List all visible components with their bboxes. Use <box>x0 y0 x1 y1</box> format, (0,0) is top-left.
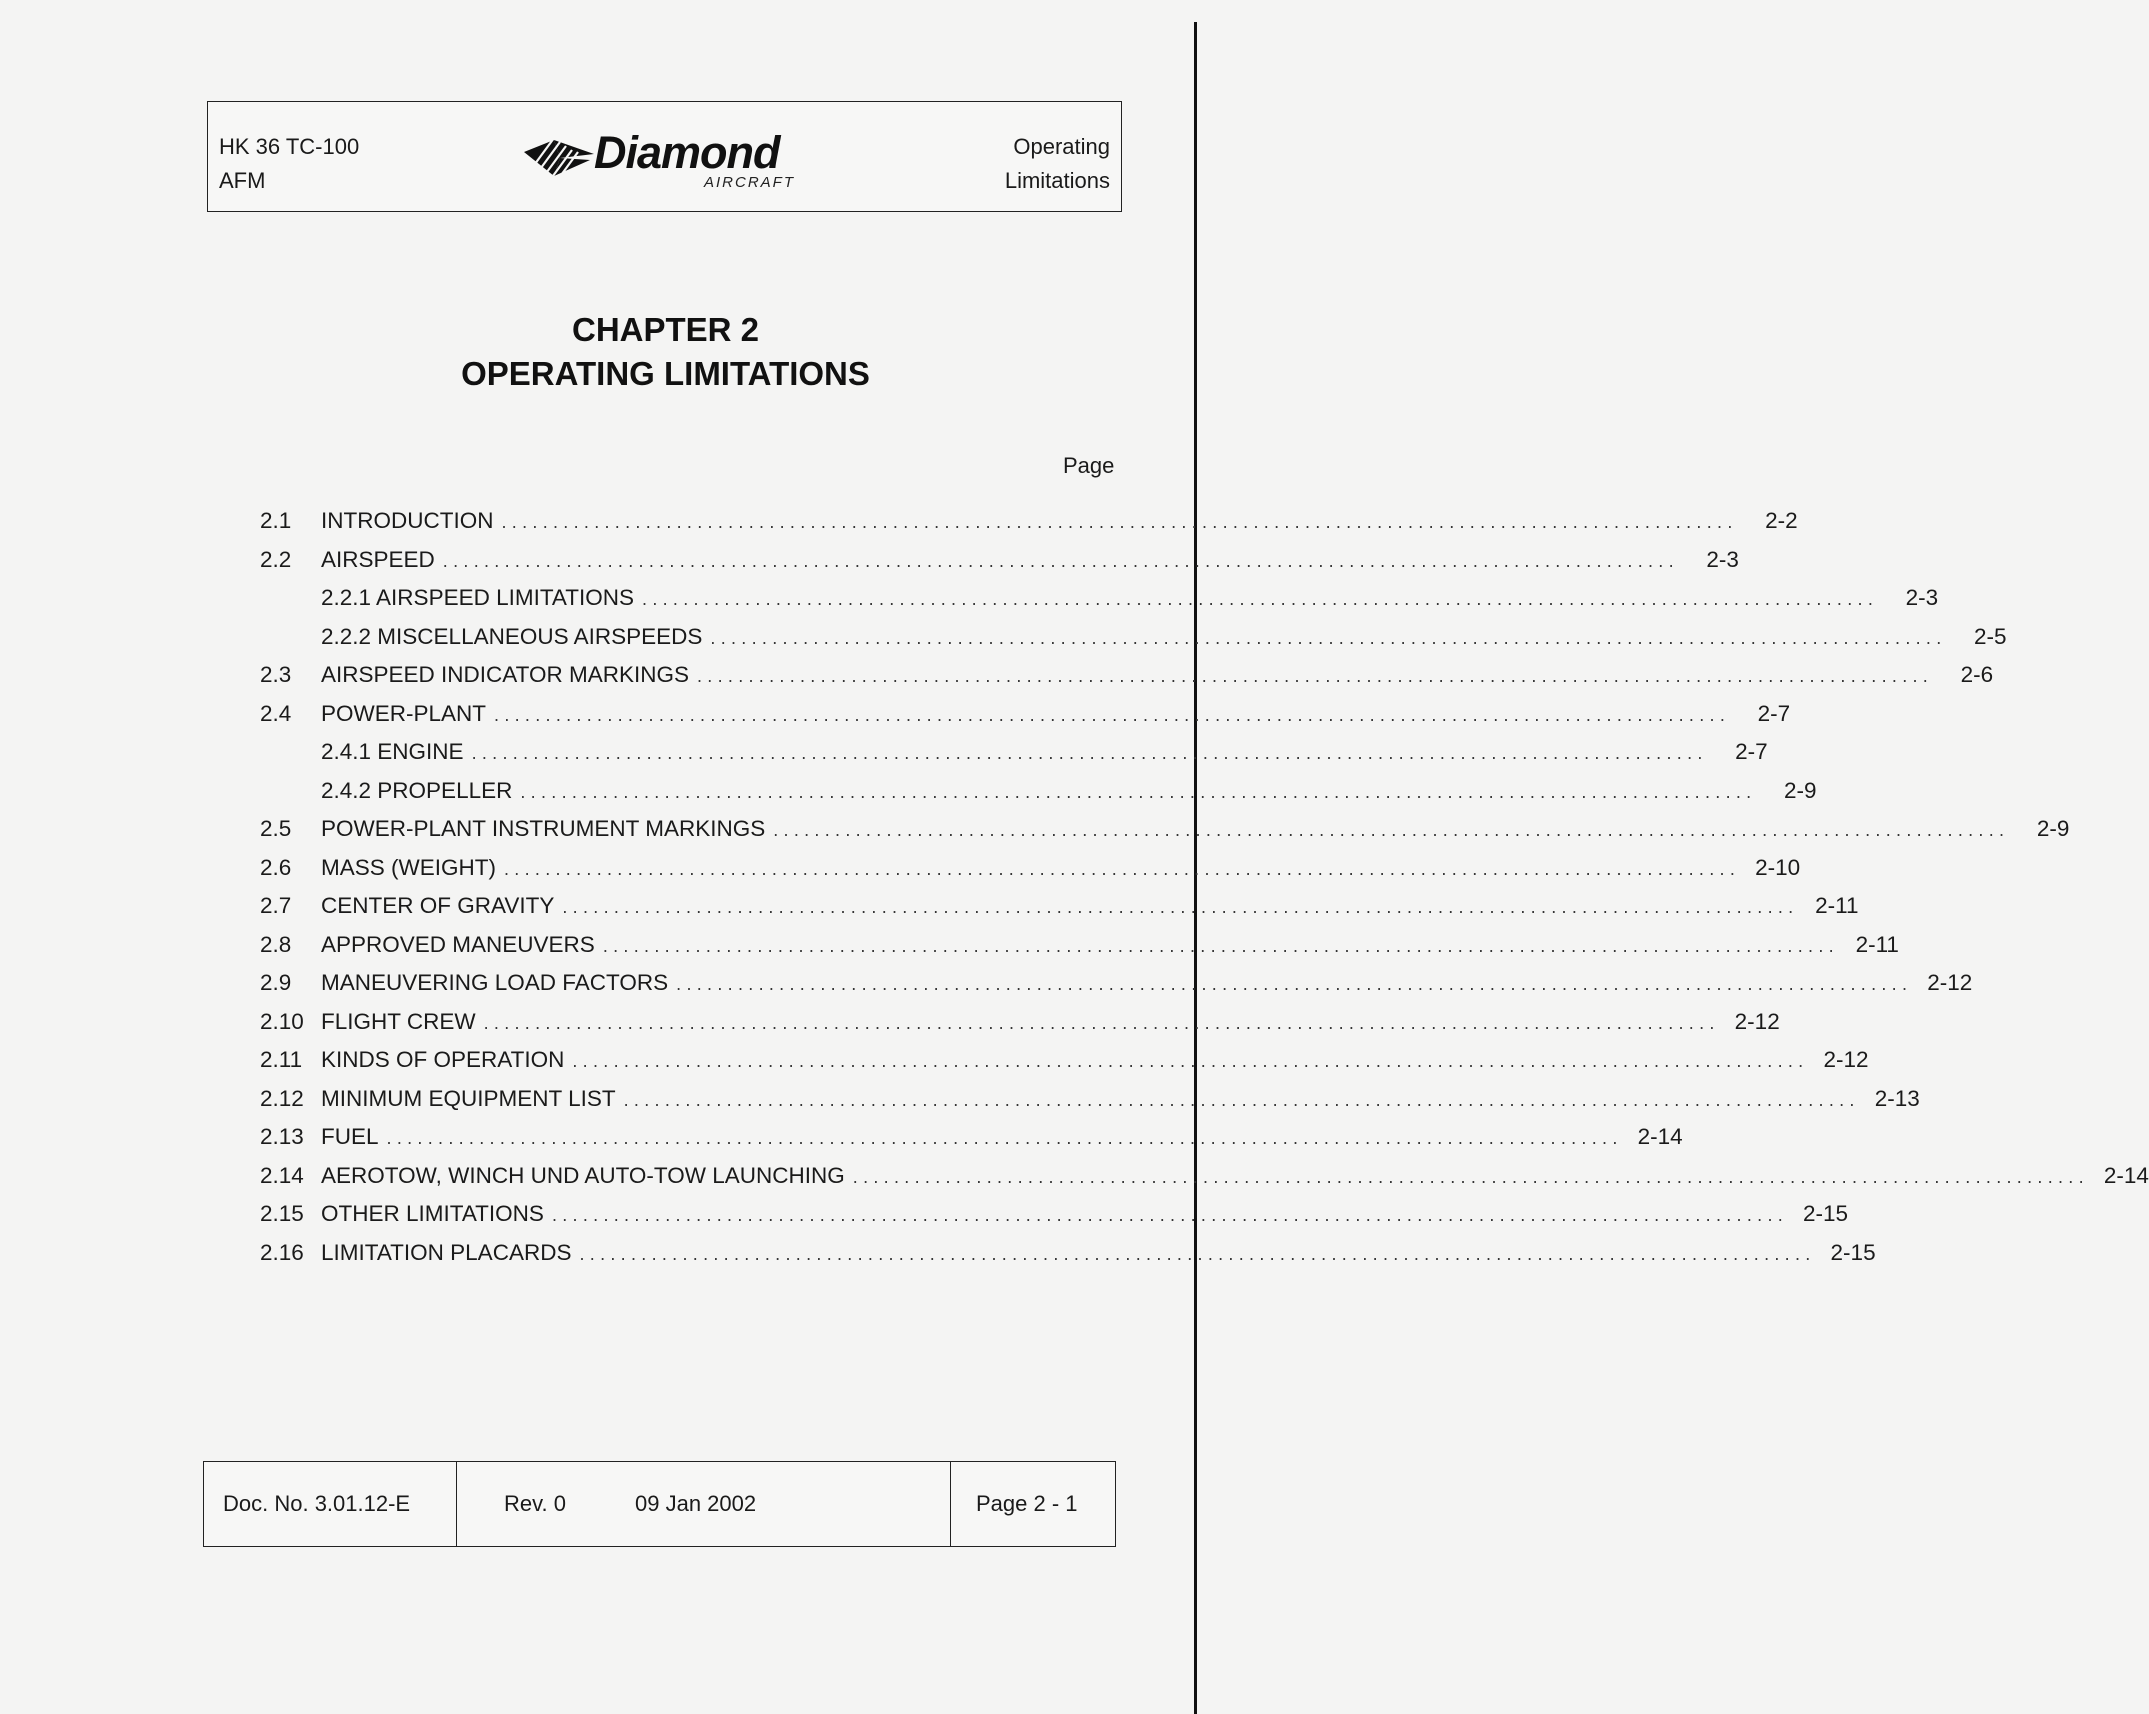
toc-entry-title: APPROVED MANEUVERS <box>321 931 595 957</box>
diamond-logo <box>524 128 814 194</box>
toc-entry-title: INTRODUCTION <box>321 508 494 533</box>
toc-entry-number: 2.9 <box>260 970 292 995</box>
logo-wordmark: Diamond <box>594 127 780 178</box>
toc-entry-number: 2.7 <box>260 893 292 918</box>
page-column-label: Page <box>1063 453 1115 478</box>
toc-entry-title: AEROTOW, WINCH UND AUTO-TOW LAUNCHING <box>321 1162 845 1188</box>
toc-entry-number: 2.4 <box>260 700 292 726</box>
header-left <box>219 130 359 198</box>
toc-entry-title: 2.4.2 PROPELLER <box>321 777 513 803</box>
toc-entry-title: AIRSPEED INDICATOR MARKINGS <box>321 662 689 687</box>
toc-leader-dots: ........................................................................................................................ <box>642 589 1879 609</box>
toc-entry-title: 2.2.1 AIRSPEED LIMITATIONS <box>321 585 635 610</box>
toc-entry <box>260 734 1768 770</box>
toc-entry-number: 2.14 <box>260 1162 304 1188</box>
toc-entry <box>260 1119 1683 1155</box>
toc-entry-page: 2-14 <box>1637 1124 1683 1149</box>
toc-entry-page: 2-6 <box>1960 662 1994 687</box>
toc-entry <box>260 811 2070 847</box>
toc-entry-page: 2-2 <box>1765 508 1798 533</box>
toc-entry <box>260 1196 1849 1232</box>
toc-entry-number: 2.12 <box>260 1085 304 1111</box>
toc-entry-title: LIMITATION PLACARDS <box>321 1239 572 1265</box>
toc-entry-title: FUEL <box>321 1124 379 1149</box>
toc-leader-dots: ........................................................................................................................ <box>520 781 1757 802</box>
toc-entry-title: 2.2.2 MISCELLANEOUS AIRSPEEDS <box>321 623 703 649</box>
section-name-line1: Operating <box>1013 134 1110 159</box>
toc-entry <box>260 1042 1869 1078</box>
header-right <box>1005 130 1110 198</box>
toc-entry-title: MINIMUM EQUIPMENT LIST <box>321 1085 616 1111</box>
logo-subtitle: AIRCRAFT <box>704 174 795 191</box>
diamond-logo-icon <box>524 132 596 186</box>
toc-leader-dots: ........................................................................................................................ <box>471 743 1708 763</box>
toc-entry <box>260 657 1994 693</box>
toc-entry <box>260 850 1801 886</box>
toc-entry-page: 2-9 <box>1783 777 1817 803</box>
toc-leader-dots: ........................................................................................................................ <box>494 704 1731 725</box>
footer-revision-cell <box>457 1462 951 1546</box>
page-number: Page 2 - 1 <box>976 1491 1078 1516</box>
toc-entry-number: 2.2 <box>260 546 292 572</box>
toc-entry-number: 2.15 <box>260 1201 304 1226</box>
toc-entry <box>260 542 1739 578</box>
toc-entry-page: 2-14 <box>2103 1162 2149 1188</box>
toc-leader-dots: ........................................................................................................................ <box>852 1166 2089 1187</box>
toc-entry <box>260 773 1817 809</box>
toc-entry-title: KINDS OF OPERATION <box>321 1047 565 1072</box>
toc-entry <box>260 1158 2149 1194</box>
toc-entry-title: FLIGHT CREW <box>321 1008 476 1034</box>
toc-entry-number: 2.13 <box>260 1124 304 1149</box>
toc-leader-dots: ........................................................................................................................ <box>504 858 1741 879</box>
toc-entry <box>260 965 1973 1001</box>
toc-entry-title: MASS (WEIGHT) <box>321 854 496 880</box>
toc-entry-page: 2-11 <box>1815 893 1859 918</box>
toc-entry-title: MANEUVERING LOAD FACTORS <box>321 970 669 995</box>
section-name-line2: Limitations <box>1004 168 1110 193</box>
aircraft-model: HK 36 TC-100 <box>219 134 360 159</box>
toc-entry-page: 2-3 <box>1706 546 1739 572</box>
toc-entry-title: AIRSPEED <box>321 546 435 572</box>
toc-entry-page: 2-12 <box>1927 970 1973 995</box>
revision: Rev. 0 <box>504 1491 566 1516</box>
page-header <box>207 101 1122 212</box>
footer-page-cell <box>951 1462 1114 1546</box>
revision-date: 09 Jan 2002 <box>635 1491 757 1516</box>
toc-leader-dots: ........................................................................................................................ <box>602 935 1839 956</box>
toc-entry <box>260 1081 1920 1117</box>
toc-entry-title: OTHER LIMITATIONS <box>321 1201 544 1226</box>
toc-entry-number: 2.8 <box>260 931 292 957</box>
toc-entry-page: 2-9 <box>2036 816 2070 841</box>
chapter-number: CHAPTER 2 <box>571 311 760 348</box>
toc-entry-title: POWER-PLANT INSTRUMENT MARKINGS <box>321 816 766 841</box>
toc-entry-page: 2-7 <box>1735 739 1768 764</box>
toc-entry-title: CENTER OF GRAVITY <box>321 893 555 918</box>
toc-entry-number: 2.6 <box>260 854 292 880</box>
page-footer <box>203 1461 1116 1547</box>
toc-entry-page: 2-11 <box>1855 931 1899 957</box>
toc-entry-page: 2-5 <box>1974 623 2007 649</box>
toc-leader-dots: ........................................................................................................................ <box>710 627 1947 648</box>
toc-entry-number: 2.11 <box>260 1047 303 1072</box>
toc-entry <box>260 1004 1780 1040</box>
toc-leader-dots: ........................................................................................................................ <box>562 897 1799 917</box>
chapter-title: OPERATING LIMITATIONS <box>461 355 870 392</box>
toc-entry <box>260 927 1899 963</box>
toc-entry <box>260 888 1859 924</box>
toc-leader-dots: ........................................................................................................................ <box>696 666 1934 686</box>
toc-leader-dots: ........................................................................................................................ <box>501 512 1738 532</box>
toc-entry-page: 2-7 <box>1757 700 1791 726</box>
toc-leader-dots: ........................................................................................................................ <box>773 820 2010 840</box>
toc-entry <box>260 503 1798 539</box>
toc-leader-dots: ........................................................................................................................ <box>579 1243 1816 1264</box>
toc-entry <box>260 1235 1876 1271</box>
toc-entry-number: 2.3 <box>260 662 292 687</box>
toc-entry-number: 2.10 <box>260 1008 304 1034</box>
toc-leader-dots: ........................................................................................................................ <box>386 1128 1623 1148</box>
toc-leader-dots: ........................................................................................................................ <box>551 1205 1789 1225</box>
toc-entry-page: 2-12 <box>1823 1047 1869 1072</box>
manual-type: AFM <box>219 168 266 193</box>
toc-entry-title: POWER-PLANT <box>321 700 487 726</box>
toc-entry <box>260 619 2007 655</box>
toc-leader-dots: ........................................................................................................................ <box>483 1012 1720 1033</box>
toc-leader-dots: ........................................................................................................................ <box>442 550 1679 571</box>
document-number: Doc. No. 3.01.12-E <box>223 1491 411 1516</box>
toc-leader-dots: ........................................................................................................................ <box>676 974 1913 994</box>
toc-entry-page: 2-3 <box>1905 585 1939 610</box>
toc-entry-page: 2-15 <box>1803 1201 1849 1226</box>
toc-entry-page: 2-10 <box>1755 854 1801 880</box>
toc-entry-page: 2-13 <box>1874 1085 1920 1111</box>
toc-entry <box>260 580 1939 616</box>
toc-leader-dots: ........................................................................................................................ <box>572 1051 1809 1071</box>
toc-entry-number: 2.1 <box>260 508 292 533</box>
toc-entry-page: 2-12 <box>1734 1008 1780 1034</box>
toc-leader-dots: ........................................................................................................................ <box>623 1089 1860 1110</box>
toc-entry-title: 2.4.1 ENGINE <box>321 739 464 764</box>
toc-entry-number: 2.16 <box>260 1239 304 1265</box>
toc-entry <box>260 696 1791 732</box>
footer-doc-cell <box>204 1462 457 1546</box>
toc-entry-page: 2-15 <box>1830 1239 1876 1265</box>
toc-entry-number: 2.5 <box>260 816 292 841</box>
